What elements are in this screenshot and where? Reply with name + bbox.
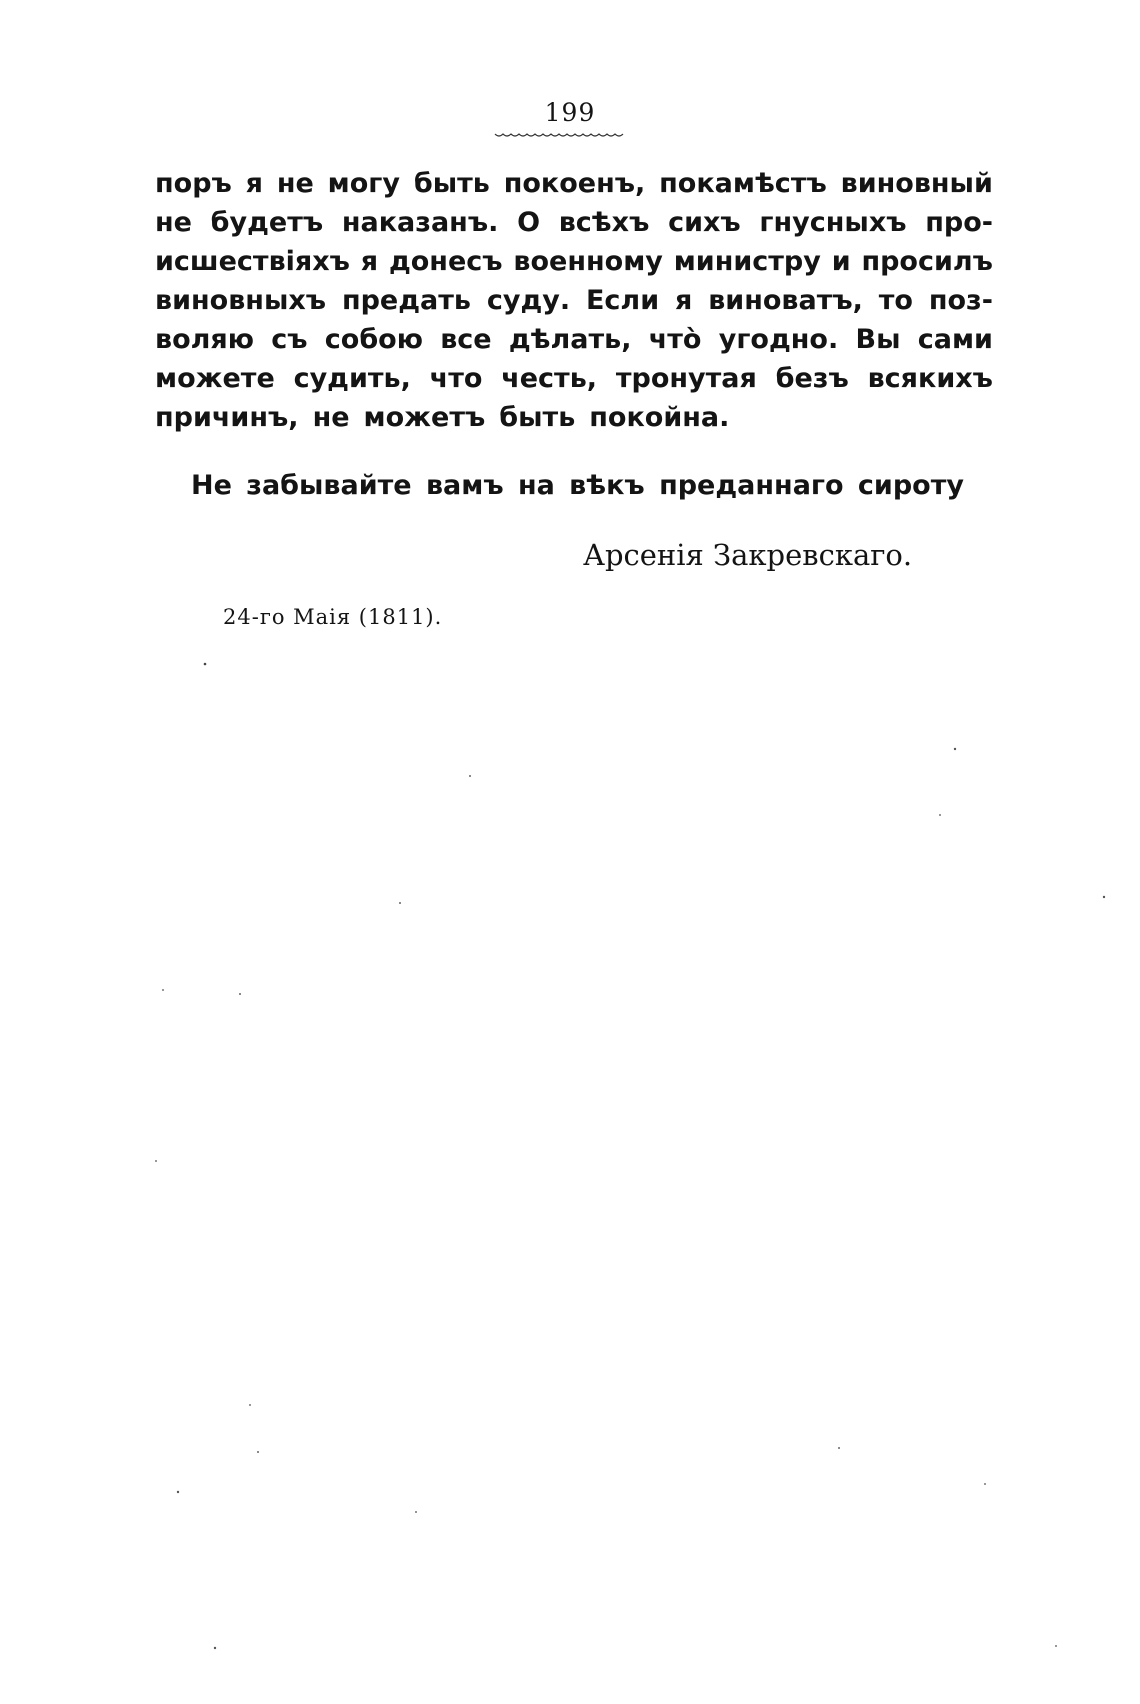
word: честь, <box>501 363 598 394</box>
word: виновный <box>840 168 993 199</box>
word: военному <box>513 246 663 277</box>
word: виноватъ, <box>708 285 863 316</box>
word: сами <box>917 324 993 355</box>
word: донесъ <box>388 246 503 277</box>
word: Вы <box>855 324 901 355</box>
word: можете <box>155 363 275 394</box>
word: я <box>245 168 264 199</box>
word: все <box>440 324 492 355</box>
word: то <box>878 285 913 316</box>
word: не <box>276 168 314 199</box>
word: причинъ, <box>155 402 299 433</box>
word: безъ <box>775 363 849 394</box>
word: забывайте <box>246 470 412 501</box>
word: всякихъ <box>867 363 993 394</box>
word: покоенъ, <box>503 168 646 199</box>
word: не <box>155 207 192 238</box>
word: можетъ <box>363 402 486 433</box>
word: Не <box>191 470 232 501</box>
word: что <box>429 363 483 394</box>
word: будетъ <box>210 207 324 238</box>
word: предать <box>341 285 471 316</box>
word: исшествіяхъ <box>155 246 350 277</box>
word: виновныхъ <box>155 285 327 316</box>
body-line <box>155 203 993 242</box>
word: суду. <box>486 285 571 316</box>
word: покойна. <box>589 402 730 433</box>
word: и <box>831 246 851 277</box>
word: судить, <box>293 363 411 394</box>
word: просилъ <box>861 246 993 277</box>
word: я <box>675 285 693 316</box>
word: могу <box>327 168 400 199</box>
closing-line <box>191 470 964 501</box>
signature: Арсенія Закревскаго. <box>583 538 913 572</box>
word: всѣхъ <box>558 207 650 238</box>
letter-body <box>155 164 993 437</box>
word: сихъ <box>668 207 741 238</box>
word: не <box>312 402 350 433</box>
body-line <box>155 164 993 203</box>
word: съ <box>271 324 308 355</box>
word: быть <box>499 402 576 433</box>
word: поз- <box>928 285 993 316</box>
body-line <box>155 320 993 359</box>
date-line: 24-го Маія (1811). <box>223 605 443 629</box>
word: покамѣстъ <box>659 168 827 199</box>
word: тронутая <box>615 363 757 394</box>
page-number-ornament <box>493 131 643 139</box>
word: министру <box>673 246 821 277</box>
word: на <box>517 470 555 501</box>
word: воляю <box>155 324 254 355</box>
body-line <box>155 359 993 398</box>
word: преданнаго <box>659 470 844 501</box>
word: Если <box>585 285 660 316</box>
word: чтò <box>648 324 702 355</box>
word: я <box>360 246 379 277</box>
word: про- <box>925 207 993 238</box>
page-number: 199 <box>544 98 596 127</box>
word: наказанъ. <box>341 207 499 238</box>
word: угодно. <box>718 324 839 355</box>
word: вѣкъ <box>569 470 645 501</box>
word: собою <box>324 324 423 355</box>
word: гнусныхъ <box>759 207 907 238</box>
word: сироту <box>857 470 964 501</box>
body-line <box>155 281 993 320</box>
body-line <box>155 242 993 281</box>
word: вамъ <box>425 470 504 501</box>
body-line <box>155 398 993 437</box>
word: дѣлать, <box>508 324 632 355</box>
word: быть <box>413 168 490 199</box>
word: О <box>517 207 541 238</box>
word: поръ <box>155 168 232 199</box>
